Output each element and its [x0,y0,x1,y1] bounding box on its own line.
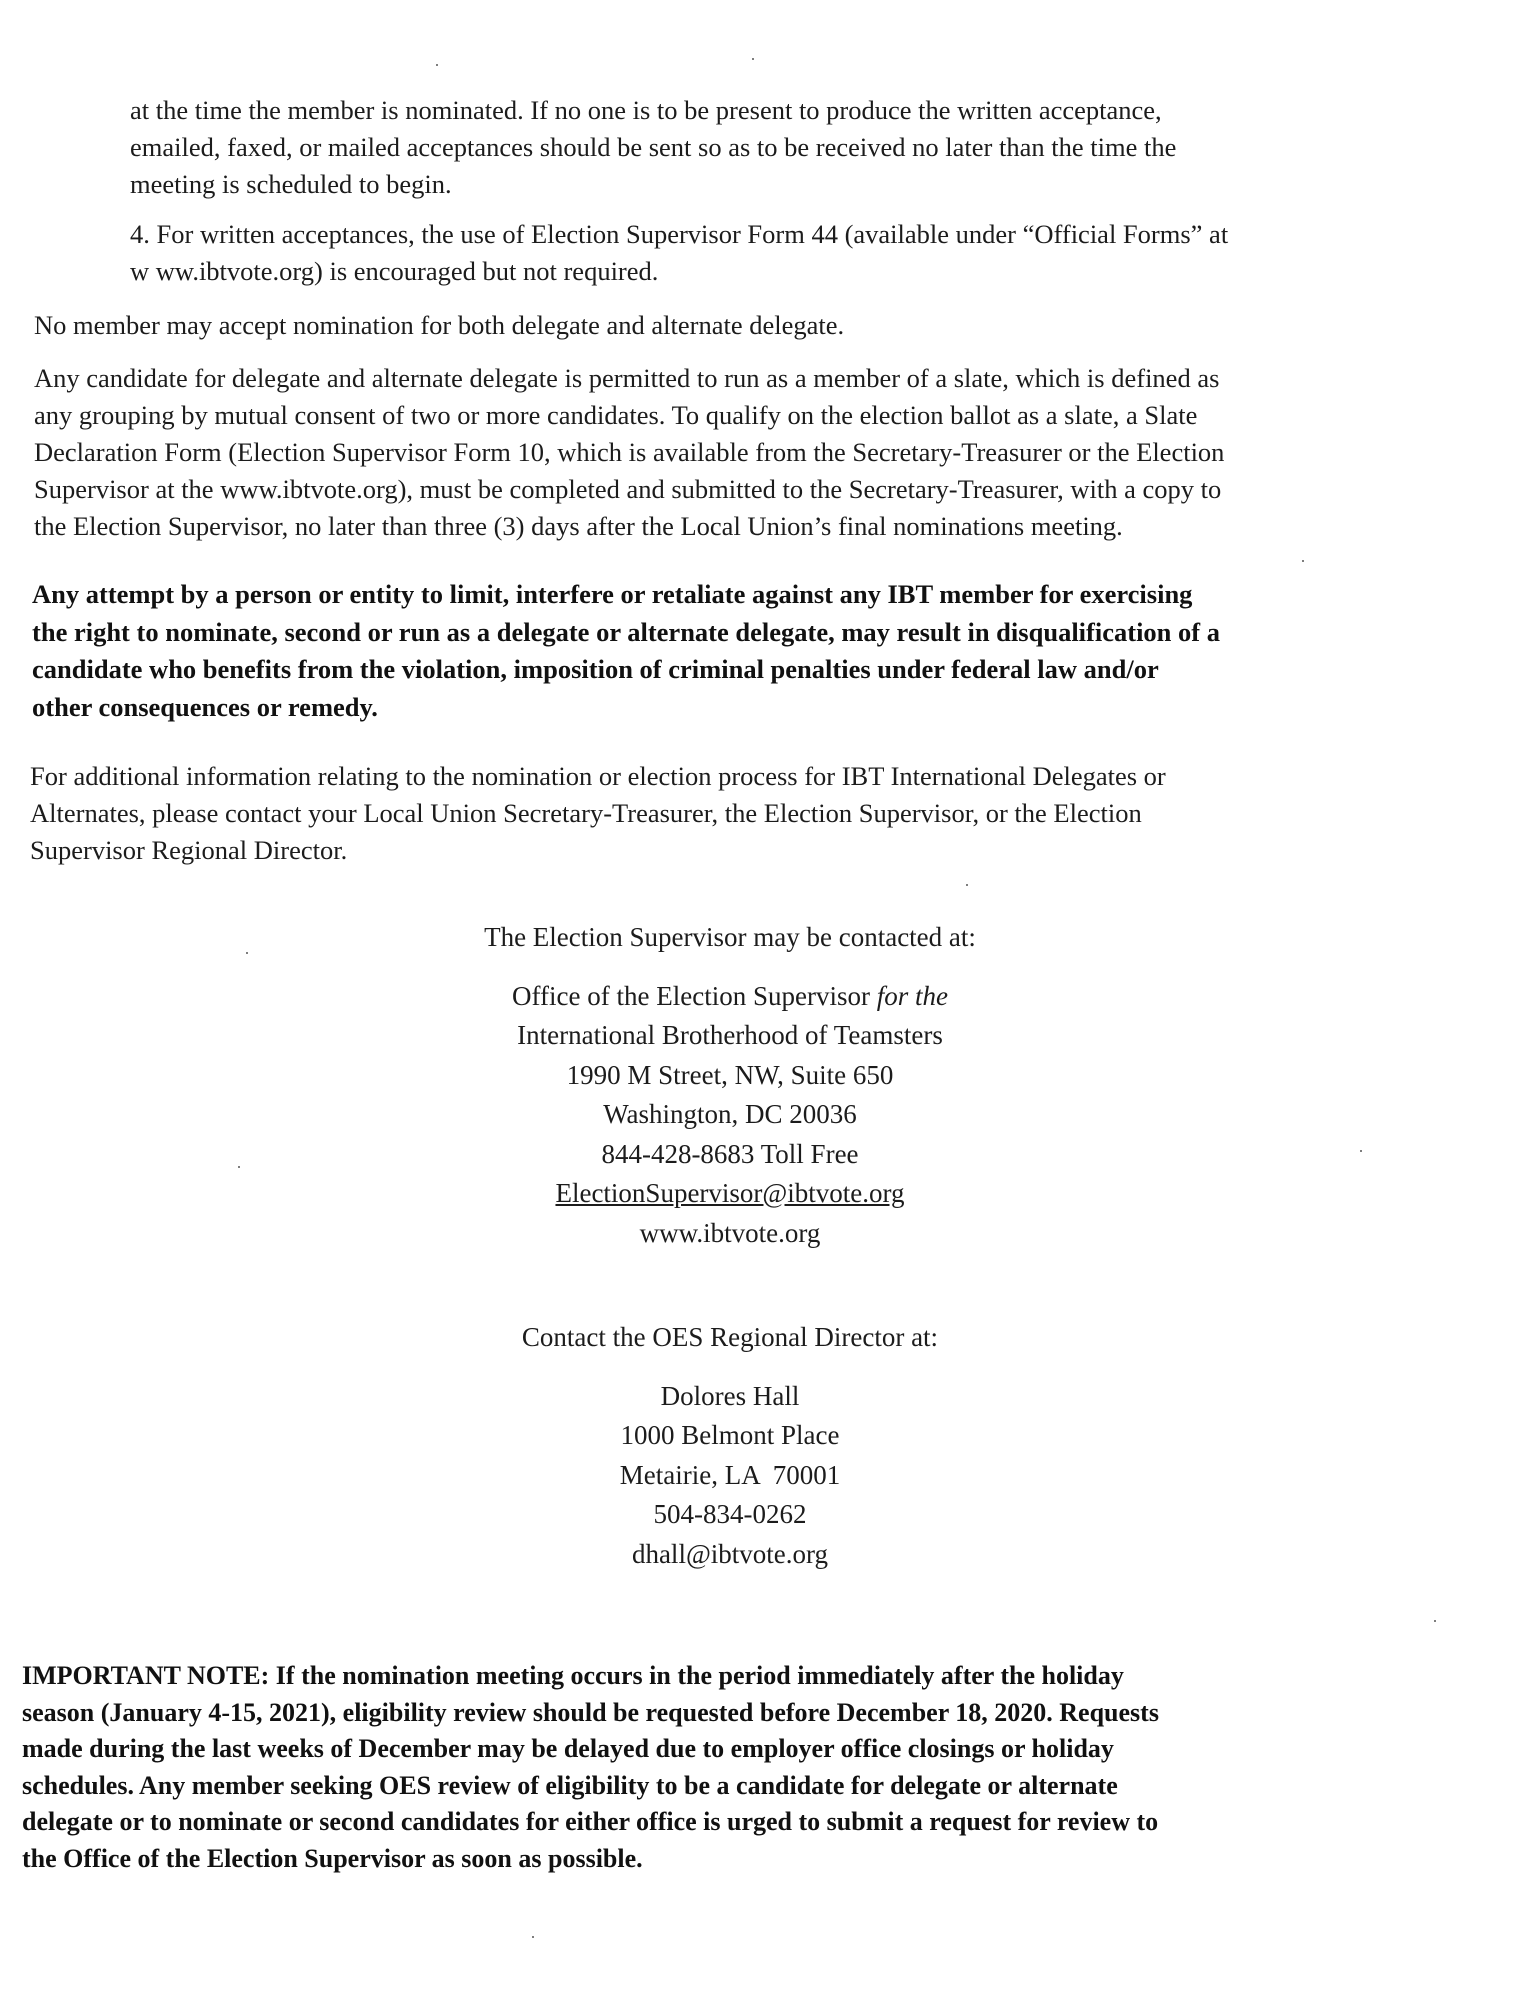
election-supervisor-email-link[interactable]: ElectionSupervisor@ibtvote.org [555,1178,905,1208]
office-name-suffix: for the [876,980,948,1011]
slate-paragraph: Any candidate for delegate and alternate delegate is permitted to run as a member of a slate, which is defined as any grouping by mutual consent of two or more candidates. To qualify on the election ballot as a slate, a Slate Declaration Form (Election Supervisor Form 10, which is available from the Secretary-Treasurer or the Election Supervisor at the www.ibtvote.org), must be completed and submitted to the Secretary-Treasurer, with a copy to the Election Supervisor, no later than three (3) days after the Local Union’s final nominations meeting. [34,363,1225,541]
scan-speck [532,1936,534,1938]
election-supervisor-website[interactable]: www.ibtvote.org [639,1217,821,1248]
regional-director-name: Dolores Hall [660,1380,800,1411]
acceptance-continuation-paragraph: at the time the member is nominated. If no one is to be present to produce the written acceptance, emailed, faxed, or mailed acceptances should be sent so as to be received no later than the time the meeting is scheduled to begin. [130,95,1177,199]
regional-director-street: 1000 Belmont Place [620,1420,840,1450]
scan-speck [752,58,754,60]
scan-speck [238,1166,240,1168]
scan-speck [1360,1150,1362,1152]
office-name-line [340,977,1120,1017]
regional-director-contact [340,1318,1120,1574]
regional-director-phone: 504-834-0262 [653,1499,807,1529]
scan-speck [1302,560,1304,562]
no-both-nomination-rule: No member may accept nomination for both delegate and alternate delegate. [34,310,845,340]
important-note: IMPORTANT NOTE: If the nomination meeting occurs in the period immediately after the holiday season (January 4-15, 2021), eligibility review should be requested before December 18, 2020. Requests made during the last weeks of December may be delayed due to employer office closings or holiday schedules. Any member seeking OES review of eligibility to be a candidate for delegate or alternate delegate or to nominate or second candidates for either office is urged to submit a request for review to the Office of the Election Supervisor as soon as possible. [22,1661,1159,1873]
organization-name: International Brotherhood of Teamsters [517,1020,943,1050]
scan-speck [436,64,438,66]
scan-speck [966,884,968,886]
retaliation-warning: Any attempt by a person or entity to limit, interfere or retaliate against any IBT member for exercising the right to nominate, second or run as a delegate or alternate delegate, may result in disqualification of a candidate who benefits from the violation, imposition of criminal penalties under federal law and/or other consequences or remedy. [32,579,1220,722]
regional-director-email[interactable]: dhall@ibtvote.org [631,1538,829,1569]
additional-information-paragraph: For additional information relating to the nomination or election process for IBT International Delegates or Alternates, please contact your Local Union Secretary-Treasurer, the Election Supervisor, or the Election Supervisor Regional Director. [30,761,1166,865]
office-city-state-zip: Washington, DC 20036 [603,1099,857,1129]
office-name: Office of the Election Supervisor [512,980,870,1011]
regional-director-intro: Contact the OES Regional Director at: [521,1322,939,1352]
election-supervisor-intro: The Election Supervisor may be contacted at: [484,922,976,952]
scan-speck [1434,1620,1436,1622]
office-street-address: 1990 M Street, NW, Suite 650 [566,1059,894,1090]
election-supervisor-contact [340,918,1120,1253]
office-phone: 844-428-8683 Toll Free [601,1138,859,1169]
regional-director-city-state-zip: Metairie, LA 70001 [619,1459,841,1490]
scan-speck [246,952,248,954]
numbered-item-4: 4. For written acceptances, the use of Election Supervisor Form 44 (available under “Official Forms” at w ww.ibtvote.org) is encouraged but not required. [130,219,1229,286]
